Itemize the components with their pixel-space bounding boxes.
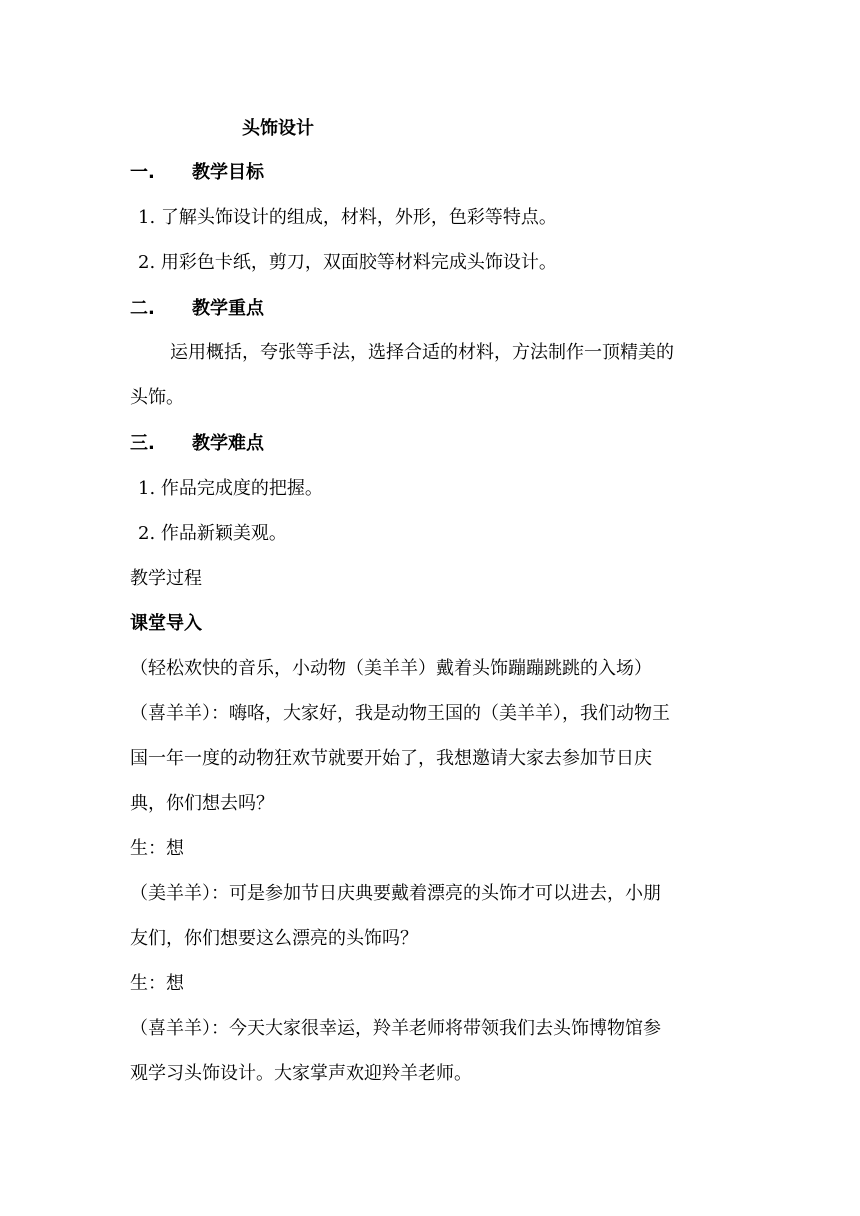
body-line: 友们，你们想要这么漂亮的头饰吗？ [130, 928, 418, 949]
list-item: 2. 用彩色卡纸，剪刀，双面胶等材料完成头饰设计。 [138, 252, 557, 273]
intro-heading: 课堂导入 [130, 613, 202, 634]
section-heading-difficulties: 教学难点 [192, 433, 264, 454]
section-number-2: 二. [130, 298, 155, 319]
paragraph-line: 头饰。 [130, 387, 184, 408]
body-line: （美羊羊）：可是参加节日庆典要戴着漂亮的头饰才可以进去，小朋 [130, 883, 661, 904]
list-item: 1. 了解头饰设计的组成，材料，外形，色彩等特点。 [138, 207, 557, 228]
body-line: （喜羊羊）：今天大家很幸运，羚羊老师将带领我们去头饰博物馆参 [130, 1018, 661, 1039]
body-line: 国一年一度的动物狂欢节就要开始了，我想邀请大家去参加节日庆 [130, 748, 652, 769]
list-item: 1. 作品完成度的把握。 [138, 478, 323, 499]
list-item: 2. 作品新颖美观。 [138, 523, 287, 544]
section-heading-key-points: 教学重点 [192, 298, 264, 319]
section-number-1: 一. [130, 162, 155, 183]
document-title: 头饰设计 [242, 118, 314, 139]
body-line: 生：想 [130, 838, 184, 859]
body-line: （喜羊羊）：嗨咯，大家好，我是动物王国的（美羊羊），我们动物王 [130, 703, 670, 724]
section-heading-teaching-goals: 教学目标 [192, 162, 264, 183]
body-line: 观学习头饰设计。大家掌声欢迎羚羊老师。 [130, 1063, 472, 1084]
body-line: 典，你们想去吗？ [130, 793, 274, 814]
section-number-3: 三. [130, 433, 155, 454]
process-label: 教学过程 [130, 568, 202, 589]
body-line: （轻松欢快的音乐，小动物（美羊羊）戴着头饰蹦蹦跳跳的入场） [130, 658, 652, 679]
paragraph-line: 运用概括，夸张等手法，选择合适的材料，方法制作一顶精美的 [170, 342, 674, 363]
body-line: 生：想 [130, 973, 184, 994]
